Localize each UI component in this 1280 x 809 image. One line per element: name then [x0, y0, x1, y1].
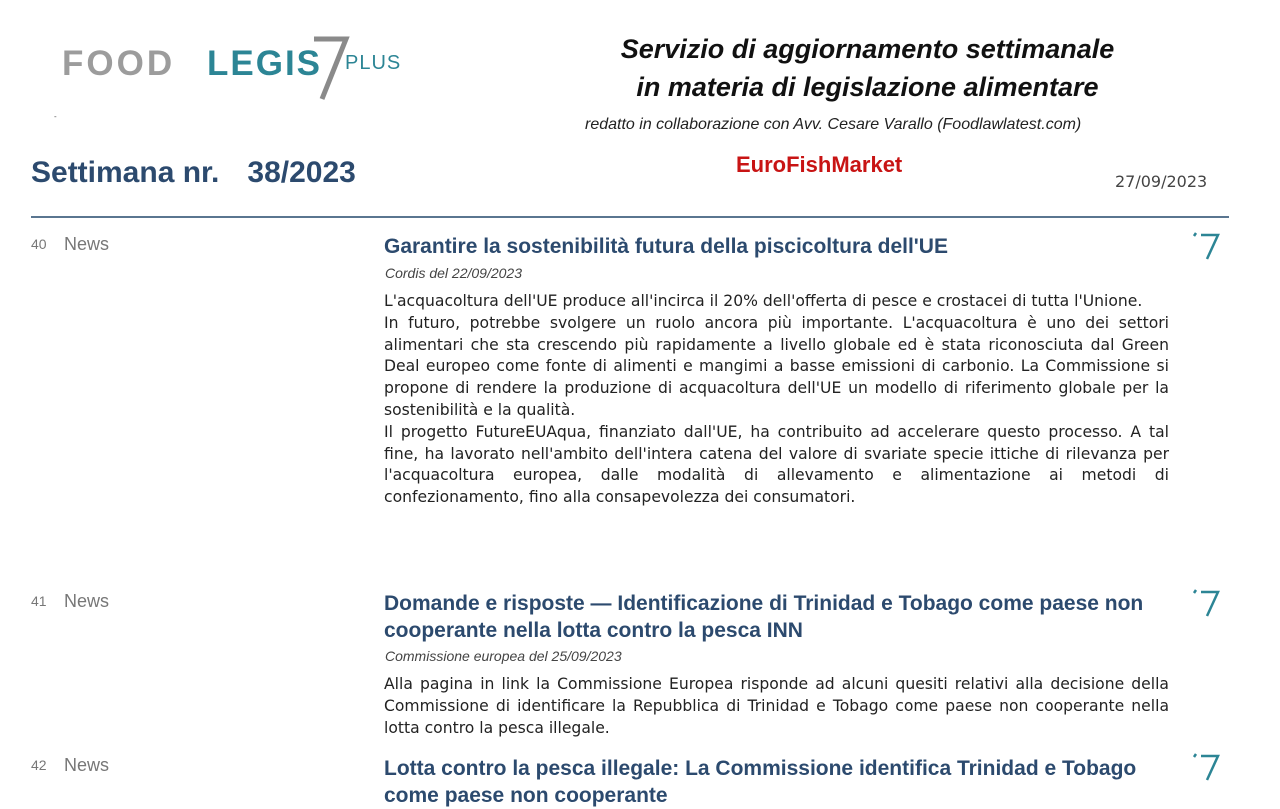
logo-suffix: PLUS — [345, 52, 402, 74]
article-paragraph: Alla pagina in link la Commissione Europea risponde ad alcuni quesiti relativi alla decisione della Commissione di identificare la Repubblica di Trinidad e Tobago come paese non cooperante nella lotta contro la pesca illegale. — [384, 675, 1169, 737]
logo-word-food: FOOD — [62, 44, 176, 83]
header-divider — [31, 216, 1229, 218]
tiny-mark: - — [54, 112, 57, 121]
article-paragraph: Il progetto FutureEUAqua, finanziato dall'UE, ha contribuito ad accelerare questo processo. A tal fine, ha lavorato nell'ambito dell'intera catena del valore di svariate specie ittiche di rilevanza per l'acquacoltura europea, dalle modalità di allevamento e alimentazione ai metodi di confezionamento, fino alla consapevolezza dei consumatori. — [384, 422, 1169, 507]
article-source: Cordis del 22/09/2023 — [385, 265, 522, 281]
logo-word-legis: LEGIS — [207, 44, 323, 83]
article-paragraph: L'acquacoltura dell'UE produce all'incirca il 20% dell'offerta di pesce e crostacei di tutta l'Unione. — [384, 292, 1143, 310]
week-heading — [31, 156, 356, 190]
week-label: Settimana nr. — [31, 156, 220, 189]
publisher-name: EuroFishMarket — [736, 152, 903, 177]
service-title-line-1: Servizio di aggiornamento settimanale — [620, 34, 1115, 64]
article-category: News — [64, 755, 110, 775]
article-index: 42 — [31, 757, 47, 773]
foodlegis-mark-icon[interactable] — [1192, 232, 1222, 260]
article-title[interactable]: Domande e risposte — Identificazione di Trinidad e Tobago come paese non cooperante nella lotta contro la pesca INN — [384, 592, 1144, 642]
issue-date: 27/09/2023 — [1115, 172, 1208, 191]
service-title — [540, 30, 1195, 106]
article-source: Commissione europea del 25/09/2023 — [385, 648, 622, 664]
logo-seven-icon — [310, 33, 350, 101]
article-category: News — [64, 591, 110, 611]
foodlegis-mark-icon[interactable] — [1192, 589, 1222, 617]
article-body — [384, 674, 1169, 739]
collaboration-note: redatto in collaborazione con Avv. Cesare Varallo (Foodlawlatest.com) — [585, 116, 1082, 133]
article-index: 41 — [31, 593, 47, 609]
foodlegis-logo — [62, 30, 422, 105]
article-index: 40 — [31, 236, 47, 252]
article-paragraph: In futuro, potrebbe svolgere un ruolo ancora più importante. L'acquacoltura è uno dei settori alimentari che sta crescendo più rapidamente a livello globale ed è stata riconosciuta dal Green Deal europeo come fonte di alimenti e mangimi a basse emissioni di carbonio. La Commissione si propone di rendere la produzione di acquacoltura dell'UE un modello di riferimento globale per la sostenibilità e la qualità. — [384, 313, 1169, 419]
week-number: 38/2023 — [247, 156, 356, 189]
article-title[interactable]: Garantire la sostenibilità futura della piscicoltura dell'UE — [384, 235, 948, 258]
foodlegis-mark-icon[interactable] — [1192, 753, 1222, 781]
article-title[interactable]: Lotta contro la pesca illegale: La Commissione identifica Trinidad e Tobago come paese non cooperante — [384, 757, 1137, 807]
article-body — [384, 291, 1169, 509]
article-category: News — [64, 234, 110, 254]
service-title-line-2: in materia di legislazione alimentare — [636, 72, 1099, 102]
